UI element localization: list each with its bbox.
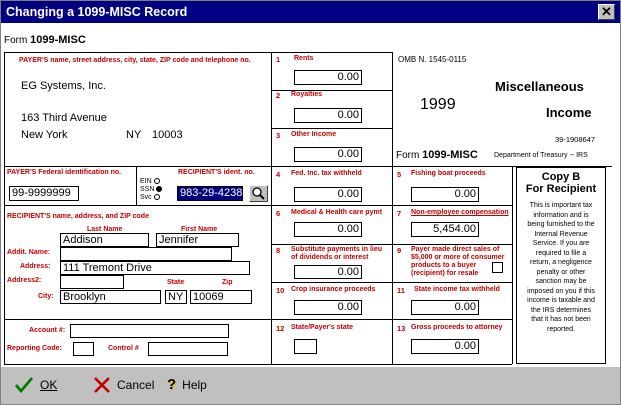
fed-tax-field[interactable]: 0.00 bbox=[294, 187, 362, 202]
title-miscellaneous: Miscellaneous bbox=[495, 79, 584, 94]
omb-number: OMB N. 1545-0115 bbox=[398, 55, 467, 64]
payer-fed-id-field[interactable]: 99-9999999 bbox=[9, 186, 79, 201]
box1-label: Rents bbox=[294, 55, 314, 62]
copy-b-notice-line: sanction may be bbox=[535, 278, 587, 285]
zip-field[interactable]: 10069 bbox=[190, 290, 252, 304]
help-label: Help bbox=[182, 377, 207, 392]
rule bbox=[4, 205, 512, 206]
address2-field[interactable] bbox=[60, 275, 124, 289]
box9-label-line1: Payer made direct sales of bbox=[411, 246, 500, 253]
box12-num: 12 bbox=[276, 324, 285, 333]
cancel-button[interactable] bbox=[93, 376, 154, 394]
copy-b-notice-line: being furnished to the bbox=[527, 221, 595, 228]
payer-name[interactable]: EG Systems, Inc. bbox=[21, 80, 106, 92]
copy-b-subtitle: For Recipient bbox=[525, 183, 597, 195]
copy-b-notice-line: Internal Revenue bbox=[534, 230, 588, 238]
nonemployee-comp-field[interactable]: 5,454.00 bbox=[411, 222, 479, 237]
copy-b-notice-line: imposed on you if this bbox=[527, 287, 595, 295]
city-field[interactable]: Brooklyn bbox=[60, 290, 161, 304]
help-button[interactable] bbox=[167, 376, 207, 393]
rule bbox=[271, 128, 392, 129]
rule bbox=[271, 244, 512, 245]
recipient-id-label: RECIPIENT'S ident. no. bbox=[178, 169, 255, 176]
svc-option[interactable]: Svc bbox=[140, 194, 160, 201]
first-name-label: First Name bbox=[181, 226, 218, 233]
payer-street[interactable]: 163 Third Avenue bbox=[21, 112, 107, 124]
box10-num: 10 bbox=[276, 286, 285, 295]
gross-proceeds-field[interactable]: 0.00 bbox=[411, 339, 479, 354]
title-income: Income bbox=[546, 105, 592, 120]
x-icon bbox=[93, 376, 111, 394]
payer-zip[interactable]: 10003 bbox=[152, 129, 183, 141]
rule bbox=[392, 52, 393, 364]
rule bbox=[4, 52, 5, 364]
box12-label: State/Payer's state bbox=[291, 324, 353, 331]
reporting-code-label: Reporting Code: bbox=[7, 345, 62, 352]
copy-b-notice-line: that it has not been bbox=[531, 316, 591, 323]
rule bbox=[271, 319, 512, 320]
direct-sales-checkbox[interactable] bbox=[492, 262, 503, 273]
first-name-field[interactable]: Jennifer bbox=[156, 233, 239, 247]
city-label: City: bbox=[38, 293, 54, 300]
box9-label-line4: (recipient) for resale bbox=[411, 270, 479, 277]
state-tax-field[interactable]: 0.00 bbox=[411, 300, 479, 315]
box6-num: 6 bbox=[276, 209, 281, 218]
department: Department of Treasury -- IRS bbox=[494, 152, 588, 159]
box2-num: 2 bbox=[276, 91, 281, 100]
checkmark-icon bbox=[14, 376, 34, 394]
box7-label: Non-employee compensation bbox=[411, 209, 509, 216]
payer-state-field[interactable] bbox=[294, 339, 317, 354]
copy-b-notice-line: penalty or other bbox=[536, 268, 586, 276]
box4-num: 4 bbox=[276, 170, 281, 179]
rule bbox=[4, 319, 271, 320]
box1-num: 1 bbox=[276, 55, 281, 64]
rule bbox=[271, 90, 392, 91]
last-name-field[interactable]: Addison bbox=[60, 233, 149, 247]
copy-b-title: Copy B bbox=[541, 171, 581, 183]
copy-b-notice-line: This is important tax bbox=[529, 202, 593, 209]
cat-number: 39-1908647 bbox=[555, 135, 596, 144]
form-label-bottom bbox=[396, 149, 478, 161]
medical-field[interactable]: 0.00 bbox=[294, 222, 362, 237]
tax-year: 1999 bbox=[420, 96, 456, 113]
copy-b-notice-line: required to file a bbox=[535, 249, 587, 257]
fishing-boat-field[interactable]: 0.00 bbox=[411, 187, 479, 202]
copy-b-notice-line: information and is bbox=[533, 211, 589, 219]
box11-num: 11 bbox=[397, 286, 405, 295]
close-button[interactable]: ✕ bbox=[598, 4, 615, 20]
account-field[interactable] bbox=[70, 324, 229, 338]
control-field[interactable] bbox=[148, 342, 228, 356]
form-prefix: Form bbox=[4, 35, 28, 46]
addit-name-field[interactable] bbox=[60, 247, 232, 261]
box8-num: 8 bbox=[276, 246, 281, 255]
ok-label: OK bbox=[40, 378, 58, 392]
ssn-radio[interactable] bbox=[156, 186, 162, 192]
copy-b-notice-line: income is taxable and bbox=[527, 297, 595, 304]
box7-num: 7 bbox=[397, 209, 402, 218]
box13-label: Gross proceeds to attorney bbox=[411, 324, 503, 331]
box6-label: Medical & Health care pymt bbox=[291, 209, 383, 216]
payer-fed-label: PAYER'S Federal identification no. bbox=[7, 169, 122, 176]
rule bbox=[4, 52, 392, 53]
form-name: 1099-MISC bbox=[30, 34, 86, 46]
copy-b-notice-line: the IRS determines bbox=[531, 306, 591, 314]
window-title: Changing a 1099-MISC Record bbox=[6, 5, 188, 19]
box3-label: Other Income bbox=[291, 131, 337, 138]
last-name-label: Last Name bbox=[87, 226, 123, 233]
box5-num: 5 bbox=[397, 170, 402, 179]
box9-num: 9 bbox=[397, 246, 402, 255]
button-bar bbox=[1, 367, 620, 405]
reporting-code-field[interactable] bbox=[73, 342, 94, 356]
state-field[interactable]: NY bbox=[165, 290, 187, 304]
lookup-button[interactable] bbox=[249, 185, 268, 202]
title-bar bbox=[1, 1, 620, 23]
recipient-label: RECIPIENT'S name, address, and ZIP code bbox=[7, 213, 149, 220]
box8-label-line1: Substitute payments in lieu bbox=[291, 246, 383, 253]
address-field[interactable]: 111 Tremont Drive bbox=[60, 261, 250, 275]
addit-name-label: Addit. Name: bbox=[7, 249, 51, 256]
copy-b-panel bbox=[516, 167, 606, 364]
state-label: State bbox=[167, 279, 185, 286]
ok-button[interactable] bbox=[14, 376, 57, 394]
box9-label-line2: $5,000 or more of consumer bbox=[411, 254, 505, 261]
box5-label: Fishing boat proceeds bbox=[411, 170, 486, 177]
address-label: Address: bbox=[20, 263, 51, 270]
magnifier-icon bbox=[250, 186, 267, 201]
ein-option[interactable]: EIN bbox=[140, 178, 160, 185]
rule bbox=[271, 52, 272, 364]
rule bbox=[271, 282, 512, 283]
box9-label-line3: products to a buyer bbox=[411, 262, 477, 269]
rents-field[interactable]: 0.00 bbox=[294, 70, 362, 85]
box11-label: State income tax withheld bbox=[414, 286, 500, 293]
form-prefix: Form bbox=[396, 150, 420, 161]
substitute-payments-field[interactable]: 0.00 bbox=[294, 265, 362, 279]
copy-b-notice-line: Service. If you are bbox=[532, 240, 590, 247]
ssn-option[interactable]: SSN bbox=[140, 186, 162, 193]
copy-b-notice-line: return, a negligence bbox=[530, 259, 592, 266]
payer-state[interactable]: NY bbox=[126, 129, 142, 141]
cancel-label: Cancel bbox=[117, 378, 155, 392]
copy-b-notice-line: reported. bbox=[546, 325, 576, 333]
address2-label: Address2: bbox=[7, 277, 42, 284]
ein-radio[interactable] bbox=[154, 178, 160, 184]
other-income-field[interactable]: 0.00 bbox=[294, 147, 362, 162]
payer-city[interactable]: New York bbox=[21, 129, 68, 141]
box13-num: 13 bbox=[397, 324, 406, 333]
box8-label-line2: of dividends or interest bbox=[291, 254, 369, 261]
zip-label: Zip bbox=[222, 279, 233, 286]
crop-insurance-field[interactable]: 0.00 bbox=[294, 300, 362, 315]
account-label: Account #: bbox=[29, 327, 66, 334]
box2-label: Royalties bbox=[291, 91, 323, 98]
rule bbox=[4, 364, 512, 365]
form-header bbox=[4, 34, 86, 46]
box3-num: 3 bbox=[276, 131, 281, 140]
recipient-id-field[interactable]: 983-29-4238 bbox=[177, 186, 243, 201]
rule bbox=[512, 166, 513, 364]
help-icon: ? bbox=[167, 376, 177, 393]
svc-radio[interactable] bbox=[154, 194, 160, 200]
copy-b-notice bbox=[517, 201, 605, 334]
form-area bbox=[1, 23, 620, 367]
royalties-field[interactable]: 0.00 bbox=[294, 108, 362, 123]
rule bbox=[136, 166, 137, 205]
payer-label: PAYER'S name, street address, city, state, ZIP code and telephone no. bbox=[19, 57, 251, 64]
form-name: 1099-MISC bbox=[422, 149, 478, 161]
box4-label: Fed. Inc. tax withheld bbox=[291, 170, 362, 177]
control-label: Control # bbox=[108, 345, 139, 352]
box10-label: Crop insurance proceeds bbox=[291, 286, 376, 293]
